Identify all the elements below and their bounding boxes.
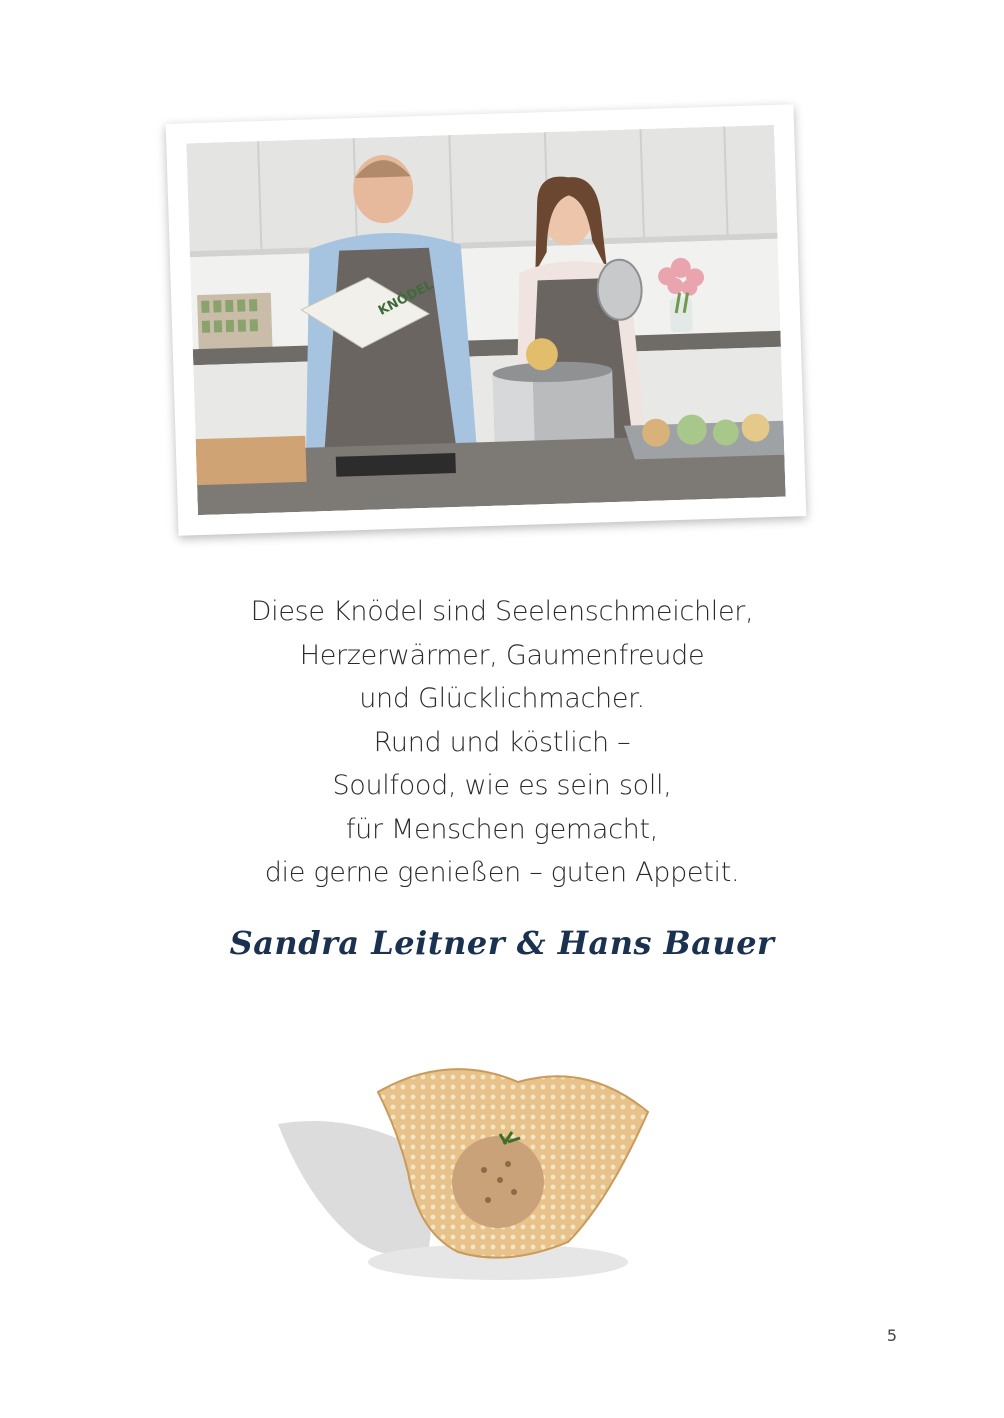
verse-line: die gerne genießen – guten Appetit. (264, 857, 740, 888)
dumpling-basket-image (268, 1052, 708, 1284)
signature: Sandra Leitner & Hans Bauer (229, 924, 775, 962)
page-number: 5 (886, 1326, 898, 1345)
verse-line: für Menschen gemacht, (345, 813, 659, 845)
verse-line: Diese Knödel sind Seelenschmeichler, (250, 596, 754, 627)
dumpling-illustration (268, 1052, 708, 1284)
verse (0, 590, 1004, 895)
book-title: KNÖDEL (376, 277, 436, 319)
verse-line: Herzerwärmer, Gaumenfreude (299, 639, 705, 671)
kitchen-photo-frame (166, 104, 807, 536)
verse-line: und Glücklichmacher. (359, 683, 645, 714)
verse-line: Soulfood, wie es sein soll, (332, 770, 672, 801)
kitchen-photo (186, 125, 785, 515)
verse-line: Rund und köstlich – (373, 726, 631, 758)
kitchen-scene (186, 125, 785, 515)
